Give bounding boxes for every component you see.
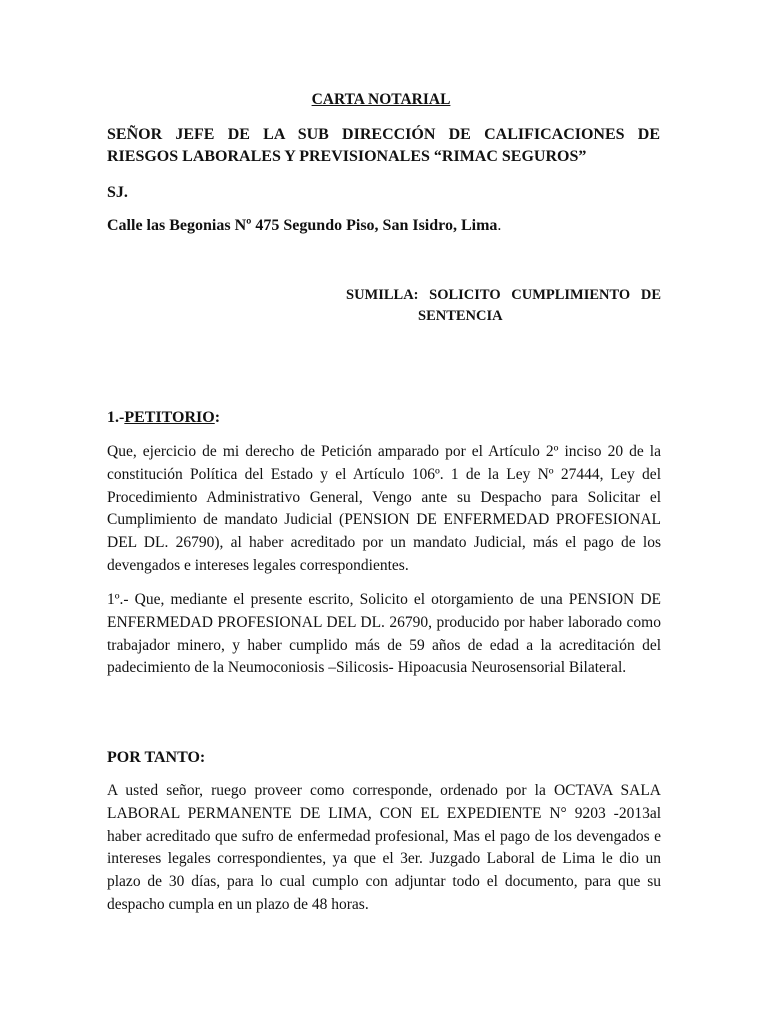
section-heading-petitorio xyxy=(107,409,220,427)
paragraph-conclusion: A usted señor, ruego proveer como corresponde, ordenado por la OCTAVA SALA LABORAL PERMANENTE DE LIMA, CON EL EXPEDIENTE N° 9203 -2013al haber acreditado que sufro de enfermedad profesional, Mas el pago de los devengados e intereses legales correspondientes, ya que el 3er. Juzgado Laboral de Lima le dio un plazo de 30 días, para lo cual cumplo con adjuntar todo el documento, para que su despacho cumpla en un plazo de 48 horas. xyxy=(107,782,661,913)
address-line xyxy=(107,217,501,235)
section-colon: : xyxy=(214,409,221,426)
paragraph-petition: Que, ejercicio de mi derecho de Petición amparado por el Artículo 2º inciso 20 de la constitución Política del Estado y el Artículo 106º. 1 de la Ley Nº 27444, Ley del Procedimiento Administrativo General, Vengo ante su Despacho para Solicitar el Cumplimiento de mandato Judicial (PENSION DE ENFERMEDAD PROFESIONAL DEL DL. 26790), al haber acreditado por un mandato Judicial, más el pago de los devengados e intereses legales correspondientes. xyxy=(107,443,661,574)
address-text: Calle las Begonias Nº 475 Segundo Piso, San Isidro, Lima xyxy=(107,217,498,234)
sumilla-block xyxy=(346,285,661,327)
sumilla-line-2: SENTENCIA xyxy=(418,308,503,324)
section-heading-por-tanto: POR TANTO: xyxy=(107,749,206,766)
sumilla-line-1: SUMILLA: SOLICITO CUMPLIMIENTO DE xyxy=(346,287,661,303)
section-number: 1.- xyxy=(107,409,125,426)
sj-abbreviation: SJ. xyxy=(107,184,128,201)
section-title: PETITORIO xyxy=(124,409,215,426)
document-title: CARTA NOTARIAL xyxy=(311,91,451,108)
paragraph-request: 1º.- Que, mediante el presente escrito, Solicito el otorgamiento de una PENSION DE ENFERMEDAD PROFESIONAL DEL DL. 26790, producido por haber laborado como trabajador minero, y haber cumplido más de 59 años de edad a la acreditación del padecimiento de la Neumoconiosis –Silicosis- Hipoacusia Neurosensorial Bilateral. xyxy=(107,591,661,677)
addressee: SEÑOR JEFE DE LA SUB DIRECCIÓN DE CALIFICACIONES DE RIESGOS LABORALES Y PREVISIONALES “RIMAC SEGUROS” xyxy=(107,126,660,165)
address-period: . xyxy=(497,217,502,234)
